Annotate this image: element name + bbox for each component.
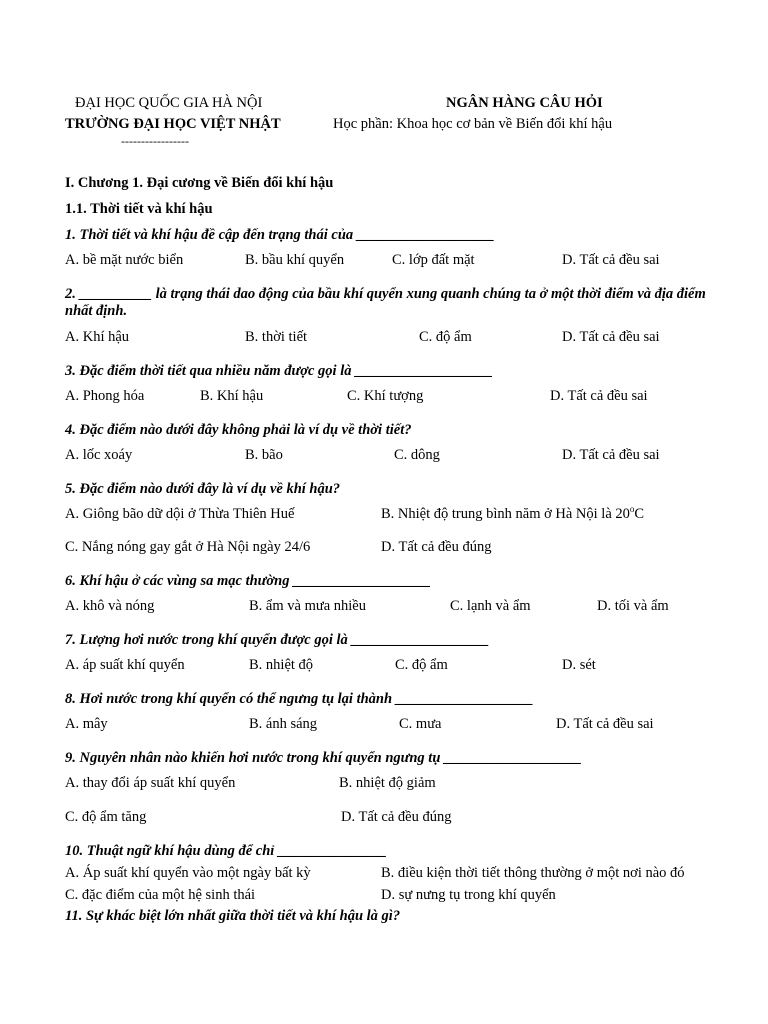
q9-option-d: D. Tất cả đều đúng [341,809,452,825]
q6-option-a: A. khô và nóng [65,598,155,614]
question-6: 6. Khí hậu ở các vùng sa mạc thường ___________________ [65,573,431,589]
q5-option-a: A. Giông bão dữ dội ở Thừa Thiên Huế [65,506,295,522]
q3-option-a: A. Phong hóa [65,388,145,404]
q10-option-a: A. Áp suất khí quyển vào một ngày bất kỳ [65,865,311,881]
q10-option-b: B. điều kiện thời tiết thông thường ở một nơi nào đó [381,865,685,881]
question-7: 7. Lượng hơi nước trong khí quyển được gọi là ___________________ [65,632,490,648]
q7-option-d: D. sét [562,657,596,673]
q7-option-b: B. nhiệt độ [249,657,314,673]
q7-option-a: A. áp suất khí quyển [65,657,185,673]
section-title: 1.1. Thời tiết và khí hậu [65,201,213,217]
q7-option-c: C. độ ẩm [395,657,448,673]
q9-option-b: B. nhiệt độ giảm [339,775,436,791]
question-1: 1. Thời tiết và khí hậu đề cập đến trạng thái của ___________________ [65,227,495,243]
bank-title: NGÂN HÀNG CÂU HỎI [446,95,603,111]
q1-option-a: A. bề mặt nước biển [65,252,184,268]
q6-option-d: D. tối và ẩm [597,598,669,614]
question-8: 8. Hơi nước trong khí quyển có thể ngưng tụ lại thành ___________________ [65,691,534,707]
q2-option-a: A. Khí hậu [65,329,130,345]
header-divider: ----------------- [121,134,189,148]
q8-option-d: D. Tất cả đều sai [556,716,654,732]
q5-option-d: D. Tất cả đều đúng [381,539,492,555]
q4-option-b: B. bão [245,447,283,463]
q2-option-d: D. Tất cả đều sai [562,329,660,345]
question-11: 11. Sự khác biệt lớn nhất giữa thời tiết và khí hậu là gì? [65,908,401,924]
school-name: TRƯỜNG ĐẠI HỌC VIỆT NHẬT [65,116,281,132]
q5-option-b: B. Nhiệt độ trung bình năm ở Hà Nội là 20$^o$C [381,504,645,522]
q4-option-c: C. dông [394,447,440,463]
q2-option-b: B. thời tiết [245,329,308,345]
q8-option-b: B. ánh sáng [249,716,318,732]
q9-option-c: C. độ ẩm tăng [65,809,147,825]
q1-option-d: D. Tất cả đều sai [562,252,660,268]
course-name: Học phần: Khoa học cơ bản về Biến đổi khí hậu [333,116,613,132]
question-5: 5. Đặc điểm nào dưới đây là ví dụ về khí hậu? [65,481,341,497]
q8-option-a: A. mây [65,716,108,732]
q1-option-b: B. bầu khí quyển [245,252,345,268]
question-10: 10. Thuật ngữ khí hậu dùng để chỉ _______________ [65,843,387,859]
q4-option-d: D. Tất cả đều sai [562,447,660,463]
q9-option-a: A. thay đổi áp suất khí quyển [65,775,236,791]
university-name: ĐẠI HỌC QUỐC GIA HÀ NỘI [75,95,263,111]
chapter-title: I. Chương 1. Đại cương về Biến đổi khí hậu [65,175,334,191]
q2-option-c: C. độ ẩm [419,329,472,345]
q6-option-b: B. ẩm và mưa nhiều [249,598,366,614]
q1-option-c: C. lớp đất mặt [392,252,475,268]
question-4: 4. Đặc điểm nào dưới đây không phải là ví dụ về thời tiết? [65,422,412,438]
question-9: 9. Nguyên nhân nào khiến hơi nước trong khí quyển ngưng tụ ___________________ [65,750,582,766]
q5-option-c: C. Nắng nóng gay gắt ở Hà Nội ngày 24/6 [65,539,311,555]
q8-option-c: C. mưa [399,716,442,732]
q10-option-d: D. sự nưng tụ trong khí quyển [381,887,556,903]
question-3: 3. Đặc điểm thời tiết qua nhiều năm được gọi là ___________________ [65,363,493,379]
q4-option-a: A. lốc xoáy [65,447,133,463]
q3-option-d: D. Tất cả đều sai [550,388,648,404]
q3-option-c: C. Khí tượng [347,388,424,404]
q10-option-c: C. đặc điểm của một hệ sinh thái [65,887,256,903]
question-2: 2. __________ là trạng thái dao động của bầu khí quyển xung quanh chúng ta ở một thời điểm và địa điểm nhất định. [65,286,706,319]
q6-option-c: C. lạnh và ẩm [450,598,531,614]
q3-option-b: B. Khí hậu [200,388,264,404]
